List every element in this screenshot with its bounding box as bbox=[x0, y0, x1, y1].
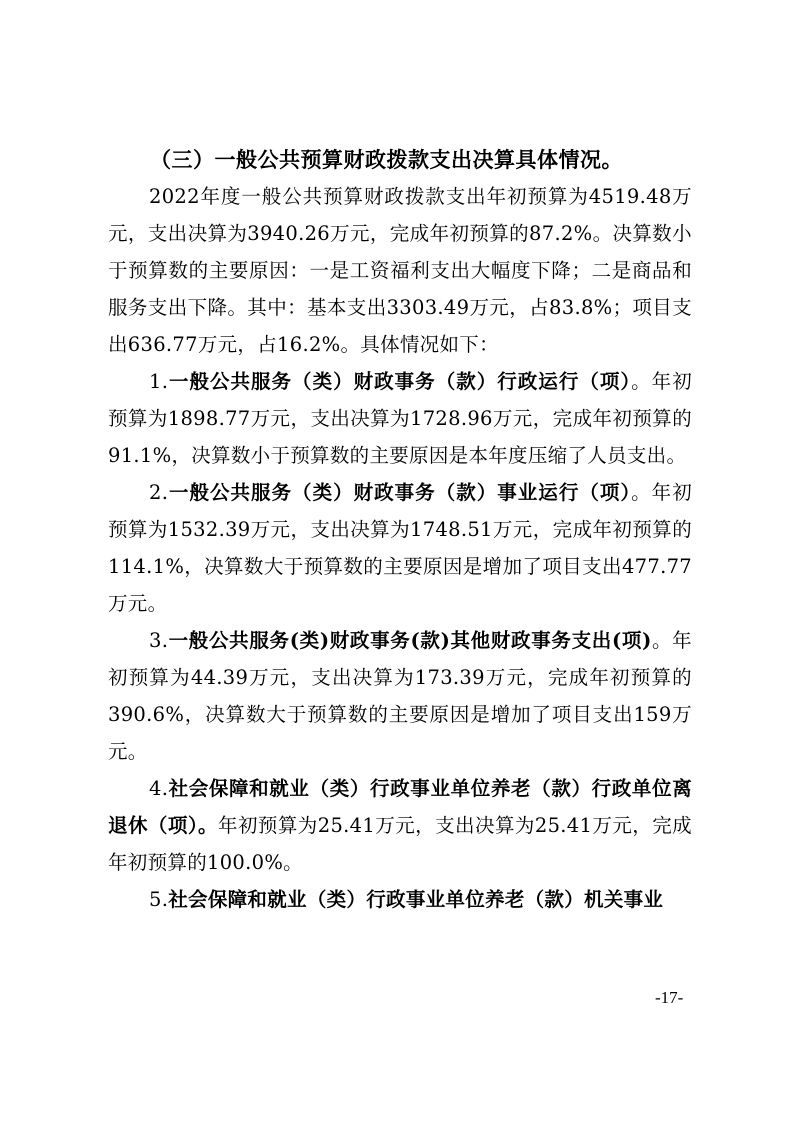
item-paragraph-5 bbox=[108, 881, 692, 918]
item-title: 社会保障和就业（类）行政事业单位养老（款）机关事业 bbox=[168, 888, 664, 911]
item-title: 一般公共服务(类)财政事务(款)其他财政事务支出(项) bbox=[168, 629, 652, 652]
item-title: 一般公共服务（类）财政事务（款）事业运行（项） bbox=[168, 481, 632, 504]
item-number: 1. bbox=[149, 370, 169, 393]
page-number: -17- bbox=[655, 988, 684, 1007]
page-content bbox=[108, 141, 692, 918]
item-body: 。年初预算为1898.77万元，支出决算为1728.96万元，完成年初预算的91.1%，决算数小于预算数的主要原因是本年度压缩了人员支出。 bbox=[108, 370, 692, 467]
item-number: 4. bbox=[149, 777, 169, 800]
item-body: 。年初预算为44.39万元，支出决算为173.39万元，完成年初预算的390.6%，决算数大于预算数的主要原因是增加了项目支出159万元。 bbox=[108, 629, 692, 763]
item-paragraph-3 bbox=[108, 622, 692, 770]
intro-paragraph: 2022年度一般公共预算财政拨款支出年初预算为4519.48万元，支出决算为3940.26万元，完成年初预算的87.2%。决算数小于预算数的主要原因：一是工资福利支出大幅度下降；二是商品和服务支出下降。其中：基本支出3303.49万元，占83.8%；项目支出636.77万元，占16.2%。具体情况如下： bbox=[108, 185, 692, 356]
section-heading: （三）一般公共预算财政拨款支出决算具体情况。 bbox=[150, 147, 623, 172]
item-body: 年初预算为25.41万元，支出决算为25.41万元，完成年初预算的100.0%。 bbox=[108, 814, 692, 874]
item-paragraph-1 bbox=[108, 363, 692, 474]
item-title: 一般公共服务（类）财政事务（款）行政运行（项） bbox=[168, 370, 632, 393]
item-number: 2. bbox=[149, 481, 169, 504]
item-number: 3. bbox=[149, 629, 169, 652]
item-paragraph-4 bbox=[108, 770, 692, 881]
item-paragraph-2 bbox=[108, 474, 692, 622]
item-number: 5. bbox=[149, 888, 169, 911]
item-body: 。年初预算为1532.39万元，支出决算为1748.51万元，完成年初预算的114.1%，决算数大于预算数的主要原因是增加了项目支出477.77万元。 bbox=[108, 481, 692, 615]
item-title: 社会保障和就业（类）行政事业单位养老（款）行政单位离退休（项）。 bbox=[108, 777, 692, 837]
